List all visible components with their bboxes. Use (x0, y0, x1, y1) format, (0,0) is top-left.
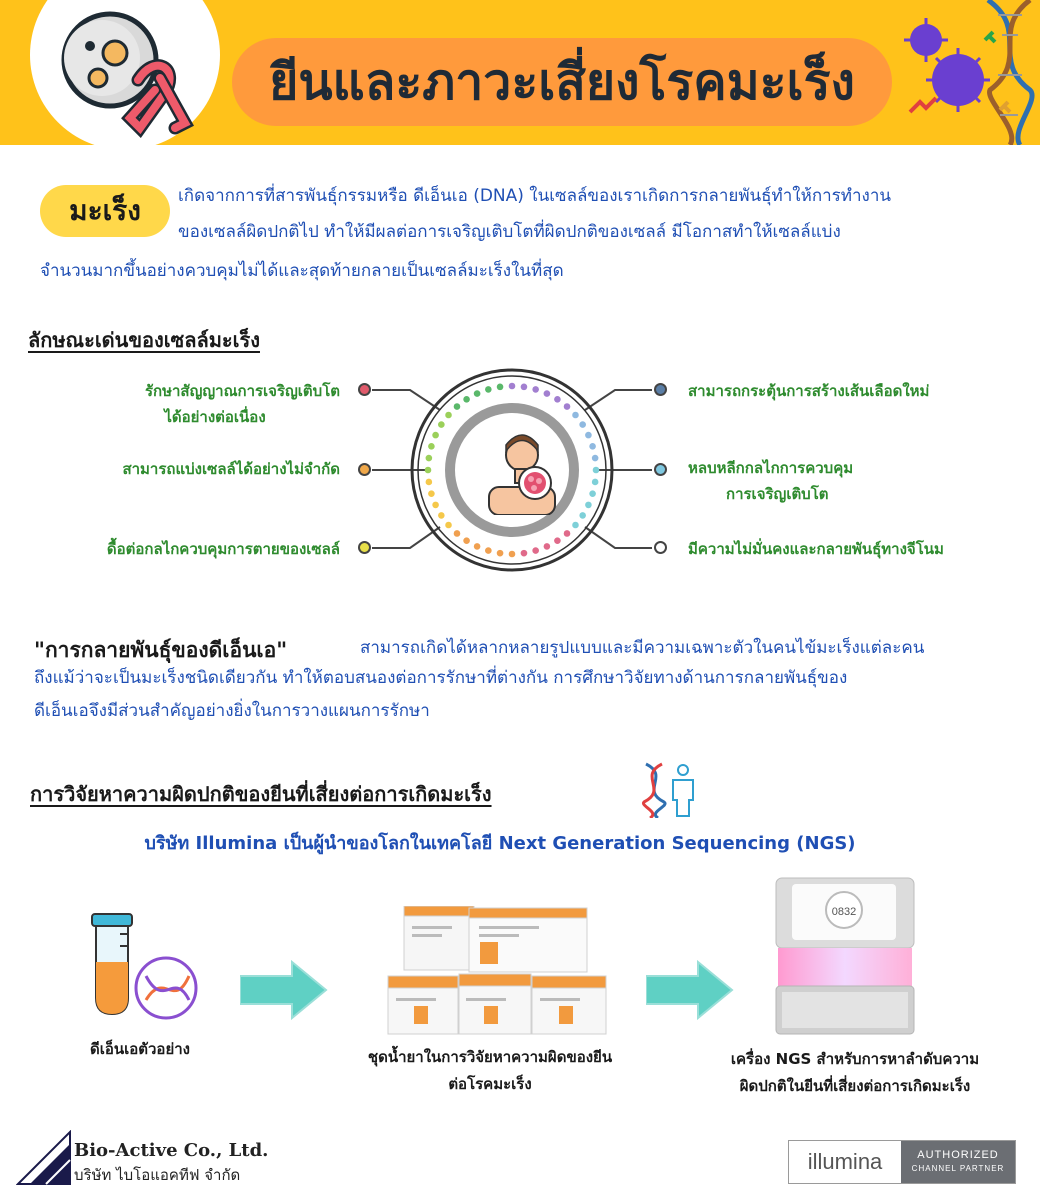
ring-dot (585, 502, 592, 509)
virus-dna-icon (890, 0, 1040, 145)
hallmark-dot (654, 383, 667, 396)
hallmark-text: ได้อย่างต่อเนื่อง (164, 408, 266, 426)
ring-dot (585, 432, 592, 439)
ring-dot (428, 490, 435, 497)
ngs-leader-line: บริษัท Illumina เป็นผู้นำของโลกในเทคโลยี Next Generation Sequencing (NGS) (144, 833, 856, 854)
ring-dot (593, 467, 600, 474)
hallmark-text: หลบหลีกกลไกการควบคุม (688, 459, 854, 477)
ring-dot (521, 550, 528, 557)
partner-line-2: CHANNEL PARTNER (911, 1164, 1005, 1173)
ring-dot (438, 512, 445, 519)
hallmark-resist-death (20, 536, 340, 562)
illumina-logo: illumina (807, 1149, 883, 1174)
ring-dot (592, 455, 599, 462)
ring-dot (426, 455, 433, 462)
ring-dot (509, 551, 516, 558)
company-name-th: บริษัท ไบโอแอคทีฟ จำกัด (74, 1166, 241, 1184)
ring-dot (432, 502, 439, 509)
ring-dot (554, 537, 561, 544)
ring-dot (497, 384, 504, 391)
hallmark-evade-growth-control (688, 455, 1018, 507)
ring-dot (463, 396, 470, 403)
ring-dot (485, 386, 492, 393)
bio-active-logo-icon (16, 1130, 72, 1186)
partner-label (901, 1141, 1015, 1183)
page-title: ยีนและภาวะเสี่ยงโรคมะเร็ง (269, 53, 855, 111)
caption-text: เครื่อง NGS สำหรับการหาลำดับความ (730, 1050, 980, 1068)
mutation-line-2: ถึงแม้ว่าจะเป็นมะเร็งชนิดเดียวกัน ทำให้ตอบสนองต่อการรักษาที่ต่างกัน การศึกษาวิจัยทางด้านการกลายพันธุ์ของ (34, 668, 848, 688)
step-caption-ngs-machine (690, 1046, 1020, 1100)
hallmark-genome-instability (688, 536, 1028, 562)
hallmark-dot (358, 463, 371, 476)
illumina-partner-badge (788, 1140, 1016, 1184)
ring-dot (426, 479, 433, 486)
company-name-en: Bio-Active Co., Ltd. (74, 1140, 269, 1161)
ngs-sequencer-image (770, 876, 920, 1038)
ring-dot (463, 537, 470, 544)
ring-dot (572, 522, 579, 529)
mutation-heading: "การกลายพันธุ์ของดีเอ็นเอ" (34, 638, 288, 662)
ring-dot (454, 403, 461, 410)
arrow-right-icon (240, 960, 330, 1020)
patient-icon (477, 425, 567, 515)
hallmark-text: การเจริญเติบโต (726, 485, 829, 503)
cancer-cell-ribbon-icon (60, 8, 195, 138)
hallmark-dot (654, 463, 667, 476)
hallmark-text: รักษาสัญญาณการเจริญเติบโต (144, 382, 340, 400)
step-caption-dna-sample (40, 1036, 240, 1063)
ring-dot (474, 390, 481, 397)
ring-dot (428, 443, 435, 450)
ring-dot (589, 490, 596, 497)
research-heading: การวิจัยหาความผิดปกติของยีนที่เสี่ยงต่อการเกิดมะเร็ง (30, 782, 492, 806)
ring-dot (544, 543, 551, 550)
ring-dot (554, 396, 561, 403)
intro-line-3: จำนวนมากขึ้นอย่างควบคุมไม่ได้และสุดท้ายกลายเป็นเซลล์มะเร็งในที่สุด (40, 261, 564, 281)
partner-line-1: AUTHORIZED (917, 1149, 999, 1161)
ring-dot (509, 383, 516, 390)
reagent-kit-boxes-image (384, 906, 610, 1036)
caption-text: ดีเอ็นเอตัวอย่าง (90, 1040, 190, 1058)
ring-dot (425, 467, 432, 474)
arrow-right-icon (646, 960, 736, 1020)
cancer-badge: มะเร็ง (40, 185, 170, 237)
sequencer-display: 0832 (831, 906, 857, 918)
caption-text: ชุดน้ำยาในการวิจัยหาความผิดของยีน (367, 1048, 613, 1066)
dna-sample-tube-icon (84, 910, 202, 1022)
ring-dot (445, 522, 452, 529)
caption-text: ต่อโรคมะเร็ง (448, 1075, 532, 1093)
ring-dot (579, 512, 586, 519)
hallmark-sustained-signaling (40, 378, 340, 430)
hallmark-text: สามารถกระตุ้นการสร้างเส้นเลือดใหม่ (688, 382, 930, 400)
hallmark-text: สามารถแบ่งเซลล์ได้อย่างไม่จำกัด (122, 460, 340, 478)
mutation-line-3: ดีเอ็นเอจึงมีส่วนสำคัญอย่างยิ่งในการวางแผนการรักษา (34, 701, 430, 721)
dna-person-icon (640, 762, 696, 818)
ring-dot (445, 412, 452, 419)
hallmark-dot (358, 383, 371, 396)
header-banner (0, 0, 1040, 145)
intro-line-2: ของเซลล์ผิดปกติไป ทำให้มีผลต่อการเจริญเติบโตที่ผิดปกติของเซลล์ มีโอกาสทำให้เซลล์แบ่ง (178, 222, 841, 242)
ring-dot (474, 543, 481, 550)
ring-dot (432, 432, 439, 439)
caption-text: ผิดปกติในยีนที่เสี่ยงต่อการเกิดมะเร็ง (739, 1077, 971, 1095)
hallmark-angiogenesis (688, 378, 1018, 404)
hallmark-text: ดื้อต่อกลไกควบคุมการตายของเซลล์ (106, 540, 340, 558)
hallmark-unlimited-division (40, 456, 340, 482)
ring-dot (572, 412, 579, 419)
hallmarks-heading: ลักษณะเด่นของเซลล์มะเร็ง (28, 328, 260, 352)
ring-dot (564, 530, 571, 537)
ring-dot (532, 386, 539, 393)
ring-dot (564, 403, 571, 410)
ring-dot (438, 421, 445, 428)
ring-dot (544, 390, 551, 397)
hallmark-dot (358, 541, 371, 554)
step-caption-reagent-kit (330, 1044, 650, 1098)
ring-dot (592, 479, 599, 486)
ring-dot (579, 421, 586, 428)
hallmark-text: มีความไม่มั่นคงและกลายพันธุ์ทางจีโนม (688, 540, 944, 558)
ring-dot (521, 384, 528, 391)
ring-dot (589, 443, 596, 450)
hallmark-dot (654, 541, 667, 554)
ring-dot (532, 547, 539, 554)
ring-dot (497, 550, 504, 557)
ring-dot (454, 530, 461, 537)
mutation-line-1: สามารถเกิดได้หลากหลายรูปแบบและมีความเฉพาะตัวในคนไข้มะเร็งแต่ละคน (360, 638, 925, 658)
ring-dot (485, 547, 492, 554)
intro-line-1: เกิดจากการที่สารพันธุ์กรรมหรือ ดีเอ็นเอ (DNA) ในเซลล์ของเราเกิดการกลายพันธุ์ทำให้การทำงาน (178, 186, 892, 206)
